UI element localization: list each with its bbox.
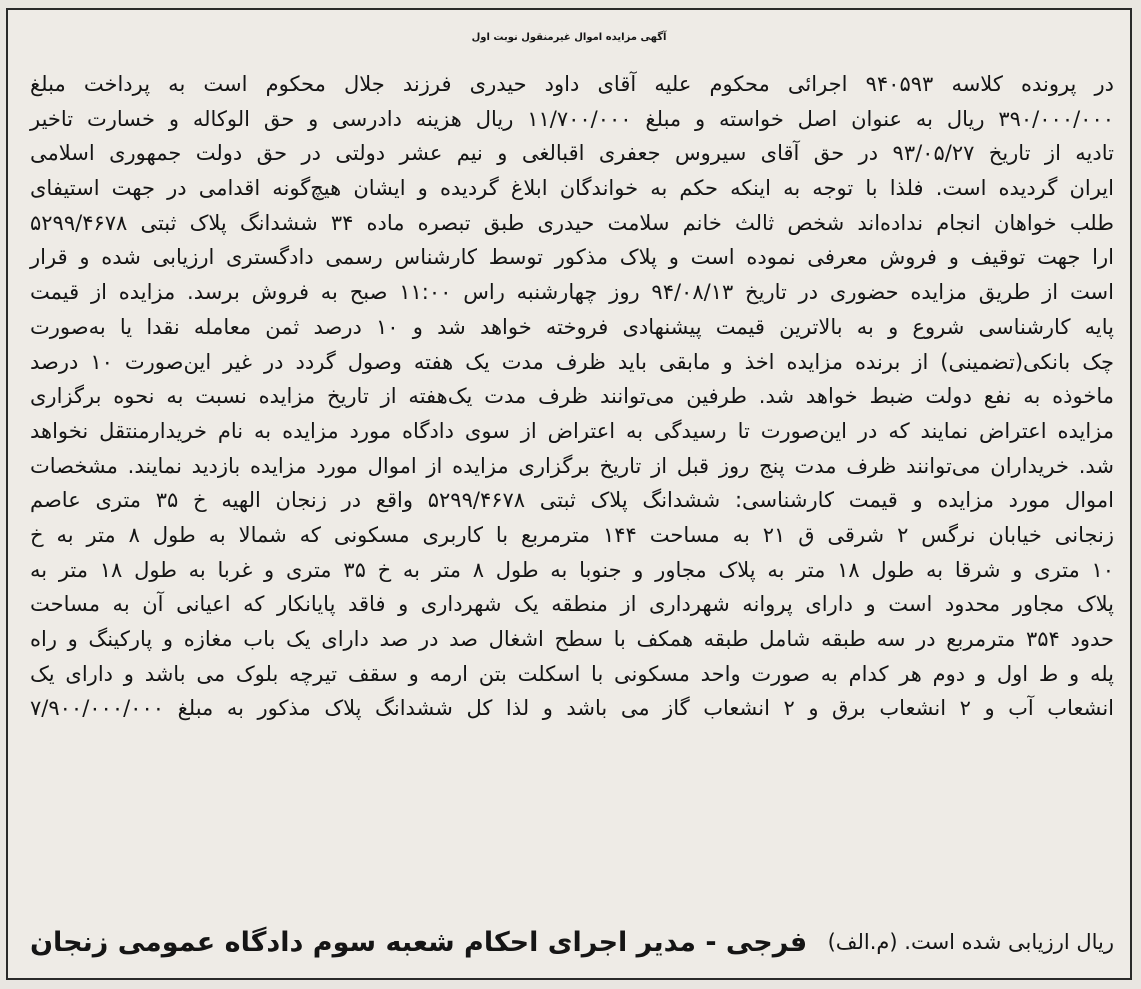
body-line: مزایده اعتراض نمایند که در این‌صورت تا رسیدگی به اعتراض از سوی دادگاه مورد مزایده به نام خریدارمنتقل نخواهد bbox=[30, 418, 1114, 443]
auction-notice bbox=[6, 8, 1132, 980]
body-line: است از طریق مزایده حضوری در تاریخ ۹۴/۰۸/۱۳ روز چهارشنبه راس ۱۱:۰۰ صبح به فروش برسد. مزایده از قیمت bbox=[30, 280, 1114, 305]
body-line: حدود ۳۵۴ مترمربع در سه طبقه شامل طبقه همکف با سطح اشغال صد در صد دارای یک باب مغازه و پارکینگ و راه bbox=[30, 627, 1114, 651]
notice-title: آگهی مزایده اموال غیرمنقول نوبت اول bbox=[471, 32, 667, 43]
body-line: چک بانکی(تضمینی) از برنده مزایده اخذ و مابقی باید ظرف مدت یک هفته وصول گردد در غیر این‌صورت ۱۰ درصد bbox=[30, 349, 1114, 374]
body-line: زنجانی خیابان نرگس ۲ شرقی ق ۲۱ به مساحت ۱۴۴ مترمربع با کاربری مسکونی که شمالا به طول ۸ متر به خ bbox=[30, 522, 1115, 547]
body-line: شد. خریداران می‌توانند ظرف مدت پنج روز قبل از تاریخ برگزاری مزایده از اموال مورد مزایده بازدید نمایند. مشخصات bbox=[30, 453, 1114, 478]
body-line: ایران گردیده است. فلذا با توجه به اینکه حکم به خواندگان ابلاغ گردیده و ایشان هیچ‌گونه اقدامی در جهت استیفای bbox=[30, 176, 1114, 201]
body-line: پلاک مجاور محدود است و دارای پروانه شهرداری از منطقه یک شهرداری و فاقد پایانکار که اعیانی آن به مساحت bbox=[30, 592, 1114, 617]
notice-body bbox=[30, 67, 1114, 726]
body-line: طلب خواهان انجام نداده‌اند شخص ثالث خانم سلامت حیدری طبق تبصره ماده ۳۴ ششدانگ پلاک ثبتی ۵۲۹۹/۴۶۷۸ bbox=[30, 210, 1114, 235]
body-line: ارا جهت توقیف و فروش معرفی نموده است و پلاک مذکور توسط کارشناس رسمی دادگستری ارزیابی شده و قرار bbox=[30, 245, 1114, 270]
body-line: ۳۹۰/۰۰۰/۰۰۰ ریال به عنوان اصل خواسته و مبلغ ۱۱/۷۰۰/۰۰۰ ریال هزینه دادرسی و حق الوکاله و خسارت تاخیر bbox=[30, 106, 1115, 131]
body-line: تادیه از تاریخ ۹۳/۰۵/۲۷ در حق آقای سیروس جعفری اقبالغی و نیم عشر دولتی در حق دولت جمهوری اسلامی bbox=[30, 141, 1114, 166]
body-line: در پرونده کلاسه ۹۴۰۵۹۳ اجرائی محکوم علیه آقای داود حیدری فرزند جلال محکوم است به پرداخت مبلغ bbox=[30, 72, 1115, 96]
signature: فرجی - مدیر اجرای احکام شعبه سوم دادگاه عمومی زنجان bbox=[30, 927, 808, 958]
body-line: انشعاب آب و ۲ انشعاب برق و ۲ انشعاب گاز می باشد و لذا کل ششدانگ پلاک مذکور به مبلغ ۷/۹۰۰/۰۰۰/۰۰۰ bbox=[30, 696, 1115, 721]
body-line: پایه کارشناسی شروع و به بالاترین قیمت پیشنهادی فروخته خواهد شد و ۱۰ درصد ثمن معامله نقدا یا به‌صورت bbox=[30, 314, 1115, 339]
closing-line: ریال ارزیابی شده است. (م.الف) bbox=[827, 930, 1114, 954]
body-line: ۱۰ متری و شرقا به طول ۱۸ متر به پلاک مجاور و جنوبا به طول ۸ متر به خ ۳۵ متری و غربا به طول ۱۸ متر به bbox=[30, 557, 1115, 582]
body-line: اموال مورد مزایده و قیمت کارشناسی: ششدانگ پلاک ثبتی ۵۲۹۹/۴۶۷۸ واقع در زنجان الهیه خ ۳۵ متری عاصم bbox=[30, 488, 1114, 513]
body-line: ماخوذه به نفع دولت ضبط خواهد شد. طرفین می‌توانند ظرف مدت یک‌هفته از تاریخ مزایده نسبت به نحوه برگزاری bbox=[30, 384, 1114, 409]
body-line: پله و ط اول و دوم هر کدام به صورت واحد مسکونی با اسکلت بتن ارمه و سقف تیرچه بلوک می باشد و دارای یک bbox=[30, 661, 1114, 686]
